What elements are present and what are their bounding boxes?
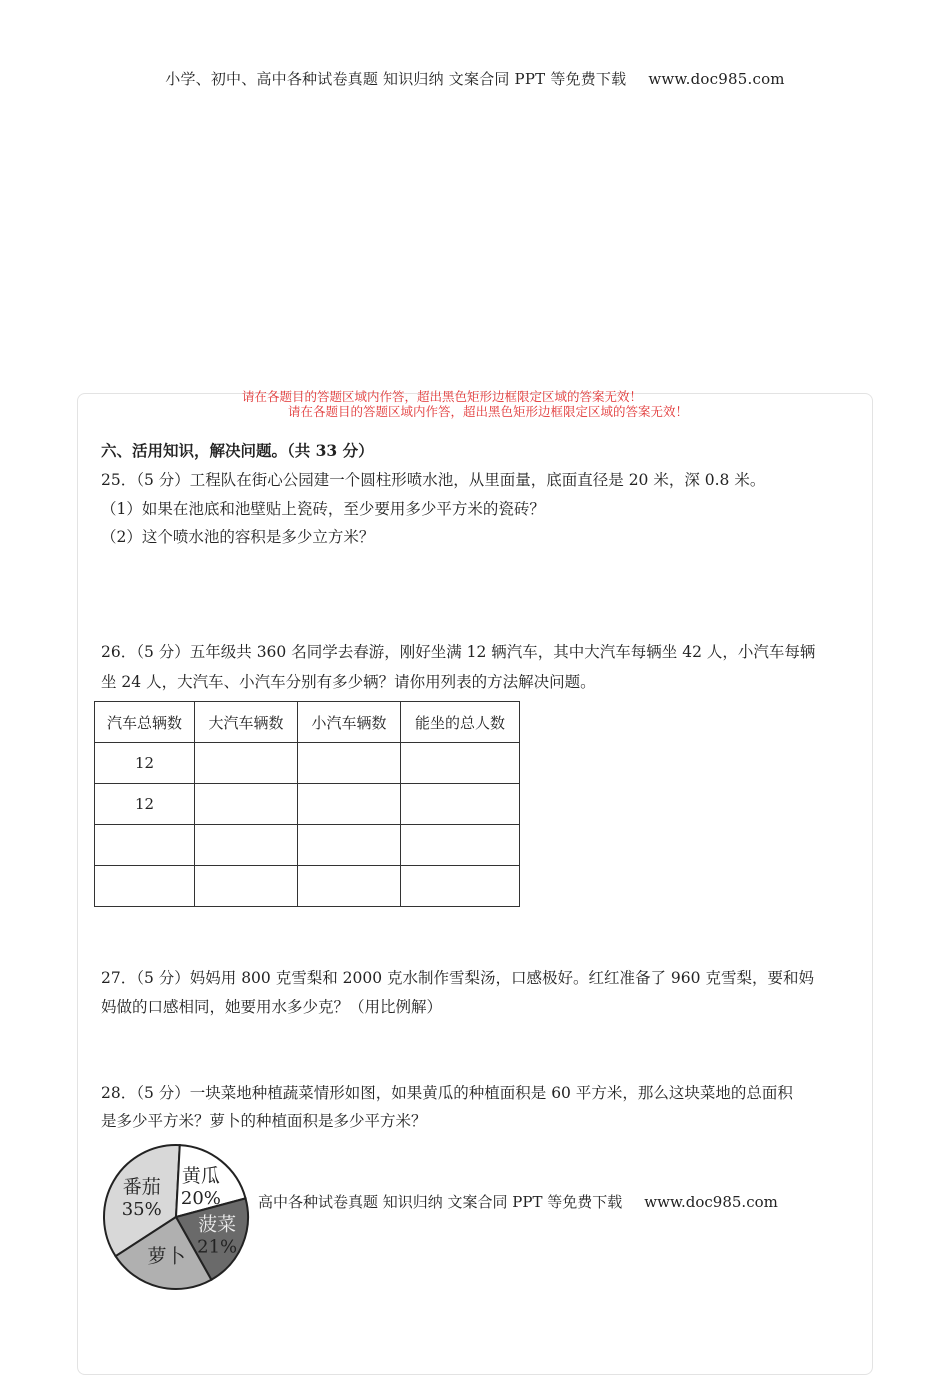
q25-line: 25．（5 分）工程队在街心公园建一个圆柱形喷水池，从里面量，底面直径是 20 米，深 0.8 米。 (101, 471, 766, 489)
q26-line: 坐 24 人，大汽车、小汽车分别有多少辆？请你用列表的方法解决问题。 (101, 673, 596, 691)
table-header-cell: 能坐的总人数 (401, 702, 520, 743)
pie-label-菠菜: 菠菜 (198, 1213, 237, 1236)
section-title: 六、活用知识，解决问题。（共 33 分） (101, 441, 374, 460)
table-cell (298, 784, 401, 825)
warning-notice: 请在各题目的答题区域内作答，超出黑色矩形边框限定区域的答案无效！ (288, 404, 689, 419)
table-header-cell: 小汽车辆数 (298, 702, 401, 743)
table-cell (95, 825, 195, 866)
footer-text: 高中各种试卷真题 知识归纳 文案合同 PPT 等免费下载 (258, 1193, 623, 1211)
q25-sub2: （2）这个喷水池的容积是多少立方米？ (101, 528, 375, 546)
table-cell: 12 (95, 784, 195, 825)
pie-label-黄瓜: 黄瓜 (181, 1165, 220, 1188)
page-footer (258, 1191, 778, 1212)
pie-svg (101, 1142, 251, 1292)
table-header-row (95, 702, 520, 743)
q28-line: 是多少平方米？萝卜的种植面积是多少平方米？ (101, 1112, 427, 1130)
header-url[interactable]: www.doc985.com (648, 70, 785, 88)
table-cell (195, 784, 298, 825)
table-cell (298, 825, 401, 866)
footer-url[interactable]: www.doc985.com (644, 1193, 778, 1211)
q25-sub1: （1）如果在池底和池壁贴上瓷砖，至少要用多少平方米的瓷砖？ (101, 500, 545, 518)
table-cell (195, 743, 298, 784)
warning-notice: 请在各题目的答题区域内作答，超出黑色矩形边框限定区域的答案无效！ (242, 389, 643, 404)
table-row (95, 743, 520, 784)
table-row (95, 784, 520, 825)
table-cell: 12 (95, 743, 195, 784)
q27-line: 妈做的口感相同，她要用水多少克？（用比例解） (101, 998, 443, 1016)
table-cell (401, 825, 520, 866)
table-header-cell: 大汽车辆数 (195, 702, 298, 743)
vegetable-pie-chart (101, 1142, 251, 1292)
header-text: 小学、初中、高中各种试卷真题 知识归纳 文案合同 PPT 等免费下载 (165, 70, 627, 88)
page-header (0, 68, 950, 89)
q27-line: 27．（5 分）妈妈用 800 克雪梨和 2000 克水制作雪梨汤，口感极好。红红准备了 960 克雪梨，要和妈 (101, 969, 814, 987)
table-cell (298, 743, 401, 784)
table-row (95, 866, 520, 907)
table-cell (195, 866, 298, 907)
pie-percent-黄瓜: 20% (180, 1188, 221, 1210)
q28-line: 28．（5 分）一块菜地种植蔬菜情形如图，如果黄瓜的种植面积是 60 平方米，那么这块菜地的总面积 (101, 1084, 793, 1102)
pie-label-番茄: 番茄 (122, 1176, 161, 1199)
pie-label-萝卜: 萝卜 (147, 1245, 186, 1268)
table-header-cell: 汽车总辆数 (95, 702, 195, 743)
table-cell (401, 866, 520, 907)
table-cell (401, 784, 520, 825)
cars-table (94, 701, 520, 907)
table-cell (298, 866, 401, 907)
q26-line: 26．（5 分）五年级共 360 名同学去春游，刚好坐满 12 辆汽车，其中大汽车每辆坐 42 人，小汽车每辆 (101, 643, 816, 661)
pie-percent-番茄: 35% (121, 1199, 162, 1221)
table-cell (95, 866, 195, 907)
table-cell (401, 743, 520, 784)
table-row (95, 825, 520, 866)
pie-percent-菠菜: 21% (197, 1236, 238, 1258)
table-cell (195, 825, 298, 866)
